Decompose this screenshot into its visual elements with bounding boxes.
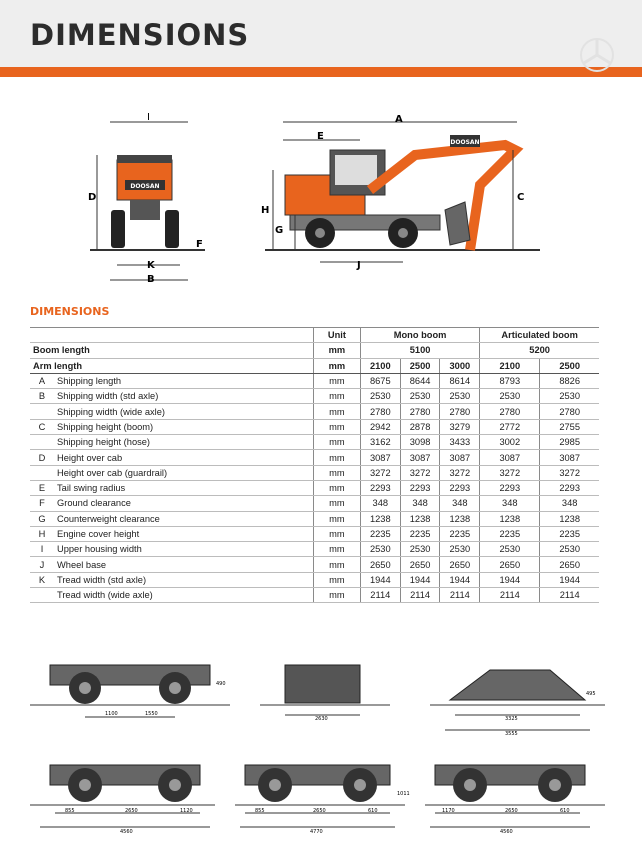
dimensions-table xyxy=(30,327,599,603)
row-value: 2235 xyxy=(540,526,599,541)
row-value: 348 xyxy=(360,496,400,511)
row-value: 8826 xyxy=(540,373,599,388)
front-view xyxy=(88,112,205,285)
row-value: 2878 xyxy=(400,419,440,434)
row-value: 8644 xyxy=(400,373,440,388)
row-letter: C xyxy=(30,419,54,434)
unit-header: Unit xyxy=(313,328,360,343)
row-letter: B xyxy=(30,389,54,404)
row-label: Ground clearance xyxy=(54,496,313,511)
row-value: 2985 xyxy=(540,435,599,450)
watermark-logo xyxy=(574,35,620,75)
row-value: 8675 xyxy=(360,373,400,388)
dim-bottom-left-3: 4560 xyxy=(120,829,133,835)
row-label: Shipping length xyxy=(54,373,313,388)
row-label: Shipping height (boom) xyxy=(54,419,313,434)
row-value: 1238 xyxy=(400,511,440,526)
dim-top-left-1: 1550 xyxy=(145,711,158,717)
dim-top-right-h: 495 xyxy=(586,691,596,697)
dim-bottom-middle-2: 610 xyxy=(368,808,378,814)
row-value: 2650 xyxy=(480,557,540,572)
row-value: 3272 xyxy=(440,465,480,480)
row-value: 1238 xyxy=(540,511,599,526)
dimension-rows xyxy=(30,373,599,602)
label-j: J xyxy=(357,260,361,271)
row-label: Shipping width (std axle) xyxy=(54,389,313,404)
row-value: 2530 xyxy=(480,542,540,557)
table-row xyxy=(30,465,599,480)
row-label: Wheel base xyxy=(54,557,313,572)
row-letter: H xyxy=(30,526,54,541)
row-value: 1238 xyxy=(360,511,400,526)
row-label: Engine cover height xyxy=(54,526,313,541)
row-value: 1944 xyxy=(440,572,480,587)
dim-top-left-h: 490 xyxy=(216,681,226,687)
dim-bottom-right-1: 2650 xyxy=(505,808,518,814)
dim-bottom-middle-3: 4770 xyxy=(310,829,323,835)
side-view xyxy=(261,114,540,271)
row-value: 2780 xyxy=(480,404,540,419)
row-unit: mm xyxy=(313,496,360,511)
side-brand: DOOSAN xyxy=(450,139,480,146)
row-unit: mm xyxy=(313,572,360,587)
row-value: 3087 xyxy=(400,450,440,465)
table-row xyxy=(30,557,599,572)
row-unit: mm xyxy=(313,404,360,419)
row-letter xyxy=(30,404,54,419)
row-unit: mm xyxy=(313,465,360,480)
row-value: 2772 xyxy=(480,419,540,434)
row-value: 2114 xyxy=(360,588,400,603)
table-row xyxy=(30,419,599,434)
row-value: 3272 xyxy=(480,465,540,480)
row-value: 3272 xyxy=(360,465,400,480)
row-value: 2293 xyxy=(480,480,540,495)
undercarriage-top-middle xyxy=(260,665,390,722)
row-label: Tail swing radius xyxy=(54,480,313,495)
dim-bottom-right-0: 1170 xyxy=(442,808,455,814)
table-row xyxy=(30,389,599,404)
row-unit: mm xyxy=(313,450,360,465)
row-value: 2293 xyxy=(360,480,400,495)
row-unit: mm xyxy=(313,526,360,541)
row-value: 2114 xyxy=(540,588,599,603)
row-unit: mm xyxy=(313,389,360,404)
arm-length-row: Arm length mm 2100 2500 3000 2100 2500 xyxy=(30,358,599,373)
dim-top-right-0: 3325 xyxy=(505,716,518,722)
row-value: 348 xyxy=(540,496,599,511)
table-row xyxy=(30,542,599,557)
row-value: 2530 xyxy=(400,389,440,404)
row-value: 3087 xyxy=(540,450,599,465)
label-i: I xyxy=(147,112,150,123)
row-label: Height over cab xyxy=(54,450,313,465)
row-label: Height over cab (guardrail) xyxy=(54,465,313,480)
undercarriage-top-left xyxy=(30,665,230,717)
row-value: 2650 xyxy=(540,557,599,572)
row-value: 2942 xyxy=(360,419,400,434)
dim-top-left-0: 1100 xyxy=(105,711,118,717)
row-value: 3087 xyxy=(480,450,540,465)
row-value: 3002 xyxy=(480,435,540,450)
row-unit: mm xyxy=(313,435,360,450)
row-unit: mm xyxy=(313,511,360,526)
row-value: 3279 xyxy=(440,419,480,434)
table-row xyxy=(30,373,599,388)
row-value: 2780 xyxy=(360,404,400,419)
row-label: Tread width (wide axle) xyxy=(54,588,313,603)
row-value: 8793 xyxy=(480,373,540,388)
table-row xyxy=(30,526,599,541)
row-value: 2530 xyxy=(360,542,400,557)
row-value: 348 xyxy=(480,496,540,511)
row-value: 8614 xyxy=(440,373,480,388)
row-label: Shipping width (wide axle) xyxy=(54,404,313,419)
row-unit: mm xyxy=(313,419,360,434)
row-value: 2293 xyxy=(440,480,480,495)
dim-bottom-left-0: 855 xyxy=(65,808,75,814)
row-value: 2780 xyxy=(400,404,440,419)
row-letter: K xyxy=(30,572,54,587)
row-value: 3433 xyxy=(440,435,480,450)
row-label: Tread width (std axle) xyxy=(54,572,313,587)
row-value: 2530 xyxy=(480,389,540,404)
row-value: 1238 xyxy=(480,511,540,526)
row-label: Shipping height (hose) xyxy=(54,435,313,450)
undercarriage-bottom-left xyxy=(30,765,215,835)
row-unit: mm xyxy=(313,588,360,603)
dim-bottom-right-3: 4560 xyxy=(500,829,513,835)
label-e: E xyxy=(317,131,324,142)
front-brand: DOOSAN xyxy=(130,183,160,190)
table-row xyxy=(30,404,599,419)
row-value: 1944 xyxy=(360,572,400,587)
table-row xyxy=(30,588,599,603)
row-value: 348 xyxy=(440,496,480,511)
row-value: 3162 xyxy=(360,435,400,450)
table-row xyxy=(30,480,599,495)
row-value: 2235 xyxy=(480,526,540,541)
row-letter xyxy=(30,588,54,603)
row-value: 2530 xyxy=(540,389,599,404)
row-value: 3272 xyxy=(540,465,599,480)
row-unit: mm xyxy=(313,542,360,557)
row-unit: mm xyxy=(313,480,360,495)
row-value: 2780 xyxy=(540,404,599,419)
label-a: A xyxy=(395,114,403,125)
page-title: DIMENSIONS xyxy=(30,18,250,52)
accent-bar xyxy=(0,67,642,77)
row-value: 2235 xyxy=(400,526,440,541)
undercarriage-bottom-middle xyxy=(235,765,410,835)
row-letter: A xyxy=(30,373,54,388)
row-value: 348 xyxy=(400,496,440,511)
section-title: DIMENSIONS xyxy=(30,305,110,318)
label-f: F xyxy=(196,239,203,250)
row-value: 2755 xyxy=(540,419,599,434)
label-b: B xyxy=(147,274,155,285)
row-value: 2114 xyxy=(480,588,540,603)
row-value: 3272 xyxy=(400,465,440,480)
row-value: 1944 xyxy=(400,572,440,587)
row-value: 2530 xyxy=(540,542,599,557)
table-row xyxy=(30,450,599,465)
label-d: D xyxy=(88,192,97,203)
undercarriage-bottom-right xyxy=(425,765,605,835)
row-value: 3087 xyxy=(360,450,400,465)
row-value: 2650 xyxy=(360,557,400,572)
table-row xyxy=(30,435,599,450)
row-value: 1238 xyxy=(440,511,480,526)
row-value: 2235 xyxy=(360,526,400,541)
row-value: 2293 xyxy=(400,480,440,495)
row-value: 1944 xyxy=(480,572,540,587)
row-value: 2530 xyxy=(440,542,480,557)
row-letter: D xyxy=(30,450,54,465)
row-value: 2235 xyxy=(440,526,480,541)
row-label: Upper housing width xyxy=(54,542,313,557)
row-letter xyxy=(30,465,54,480)
table-row xyxy=(30,572,599,587)
row-value: 3098 xyxy=(400,435,440,450)
dim-bottom-middle-h: 1011 xyxy=(397,791,410,797)
undercarriage-drawings xyxy=(30,655,610,840)
label-h: H xyxy=(261,205,270,216)
row-value: 2650 xyxy=(400,557,440,572)
row-label: Counterweight clearance xyxy=(54,511,313,526)
table-row xyxy=(30,496,599,511)
row-letter: G xyxy=(30,511,54,526)
articulated-boom-header: Articulated boom xyxy=(480,328,599,343)
excavator-dimension-drawing xyxy=(85,110,545,290)
row-value: 2530 xyxy=(360,389,400,404)
dim-top-middle-0: 2630 xyxy=(315,716,328,722)
dim-top-right-1: 3555 xyxy=(505,731,518,737)
row-value: 2114 xyxy=(440,588,480,603)
row-value: 1944 xyxy=(540,572,599,587)
row-value: 2650 xyxy=(440,557,480,572)
row-letter: F xyxy=(30,496,54,511)
row-value: 2114 xyxy=(400,588,440,603)
row-letter: I xyxy=(30,542,54,557)
row-letter: J xyxy=(30,557,54,572)
dim-bottom-right-2: 610 xyxy=(560,808,570,814)
dim-bottom-left-1: 2650 xyxy=(125,808,138,814)
mono-boom-header: Mono boom xyxy=(360,328,479,343)
table-row xyxy=(30,511,599,526)
row-unit: mm xyxy=(313,373,360,388)
row-value: 2293 xyxy=(540,480,599,495)
label-k: K xyxy=(147,260,155,271)
label-c: C xyxy=(517,192,525,203)
row-value: 2780 xyxy=(440,404,480,419)
table-header-row xyxy=(30,328,599,343)
row-letter: E xyxy=(30,480,54,495)
row-letter xyxy=(30,435,54,450)
dim-bottom-middle-0: 855 xyxy=(255,808,265,814)
dim-bottom-left-2: 1120 xyxy=(180,808,193,814)
row-value: 3087 xyxy=(440,450,480,465)
row-value: 2530 xyxy=(440,389,480,404)
dim-bottom-middle-1: 2650 xyxy=(313,808,326,814)
label-g: G xyxy=(275,225,284,236)
row-unit: mm xyxy=(313,557,360,572)
undercarriage-top-right xyxy=(430,670,605,737)
boom-length-row: Boom length mm 5100 5200 xyxy=(30,343,599,358)
row-value: 2530 xyxy=(400,542,440,557)
